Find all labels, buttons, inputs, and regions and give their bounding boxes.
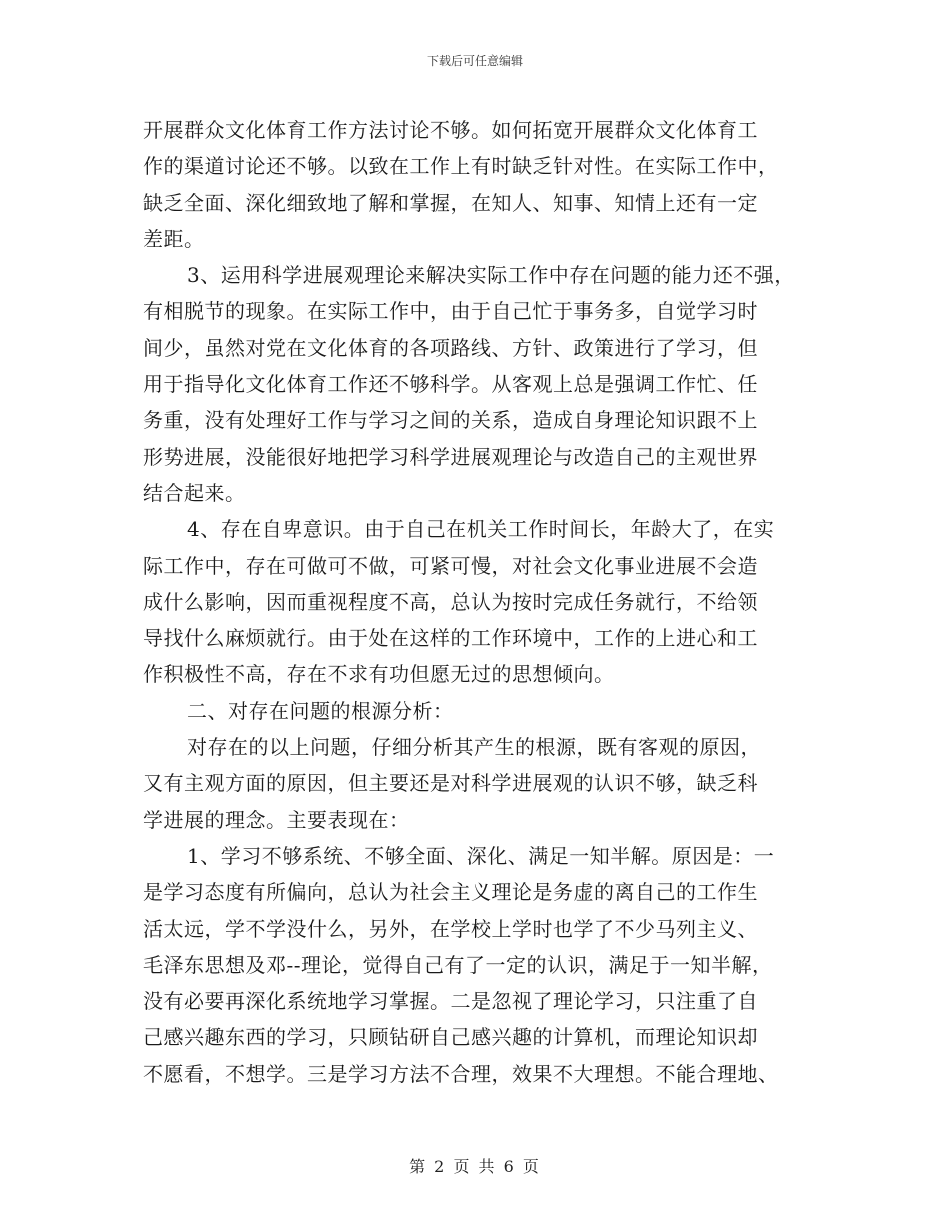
- text-line: 用于指导化文化体育工作还不够科学。从客观上总是强调工作忙、任: [143, 372, 758, 397]
- text-line: 没有必要再深化系统地学习掌握。二是忽视了理论学习，只注重了自: [143, 989, 758, 1014]
- text-line: 际工作中，存在可做可不做，可紧可慢，对社会文化事业进展不会造: [143, 553, 758, 578]
- page-header: 下载后可任意编辑: [426, 54, 523, 68]
- paragraph-3: [143, 511, 807, 692]
- page-footer: 第 2 页 共 6 页: [409, 1157, 541, 1176]
- text-line: 活太远，学不学没什么，另外，在学校上学时也学了不少马列主义、: [143, 916, 758, 941]
- text-line: 1、学习不够系统、不够全面、深化、满足一知半解。原因是：一: [187, 843, 775, 868]
- text-line: 又有主观方面的原因，但主要还是对科学进展观的认识不够，缺乏科: [143, 771, 758, 796]
- text-line: 3、运用科学进展观理论来解决实际工作中存在问题的能力还不强，: [187, 263, 795, 288]
- text-line: 间少，虽然对党在文化体育的各项路线、方针、政策进行了学习，但: [143, 335, 758, 360]
- section-heading: [143, 693, 807, 729]
- text-line: 学进展的理念。主要表现在：: [143, 807, 410, 832]
- text-line: 作的渠道讨论还不够。以致在工作上有时缺乏针对性。在实际工作中，: [143, 154, 779, 179]
- paragraph-4: [143, 729, 807, 838]
- text-line: 结合起来。: [143, 480, 246, 505]
- text-line: 对存在的以上问题，仔细分析其产生的根源，既有客观的原因，: [187, 735, 761, 760]
- text-line: 务重，没有处理好工作与学习之间的关系，造成自身理论知识跟不上: [143, 408, 758, 433]
- text-line: 开展群众文化体育工作方法讨论不够。如何拓宽开展群众文化体育工: [143, 118, 758, 142]
- paragraph-1: [143, 112, 807, 257]
- text-line: 有相脱节的现象。在实际工作中，由于自己忙于事务多，自觉学习时: [143, 299, 758, 324]
- text-line: 导找什么麻烦就行。由于处在这样的工作环境中，工作的上进心和工: [143, 626, 758, 651]
- text-line: 成什么影响，因而重视程度不高，总认为按时完成任务就行，不给领: [143, 589, 758, 614]
- text-line: 二、对存在问题的根源分析：: [187, 698, 454, 723]
- paragraph-5: [143, 838, 807, 1092]
- text-line: 差距。: [143, 226, 205, 251]
- text-line: 是学习态度有所偏向，总认为社会主义理论是务虚的离自己的工作生: [143, 880, 758, 905]
- text-line: 形势进展，没能很好地把学习科学进展观理论与改造自己的主观世界: [143, 444, 758, 469]
- text-line: 不愿看，不想学。三是学习方法不合理，效果不大理想。不能合理地、: [143, 1061, 779, 1086]
- text-line: 缺乏全面、深化细致地了解和掌握，在知人、知事、知情上还有一定: [143, 190, 758, 215]
- text-line: 毛泽东思想及邓--理论，觉得自己有了一定的认识，满足于一知半解，: [143, 952, 773, 977]
- document-body: [143, 112, 807, 1092]
- text-line: 4、存在自卑意识。由于自己在机关工作时间长，年龄大了，在实: [187, 517, 775, 542]
- paragraph-2: [143, 257, 807, 511]
- text-line: 作积极性不高，存在不求有功但愿无过的思想倾向。: [143, 662, 615, 687]
- text-line: 己感兴趣东西的学习，只顾钻研自己感兴趣的计算机，而理论知识却: [143, 1025, 758, 1050]
